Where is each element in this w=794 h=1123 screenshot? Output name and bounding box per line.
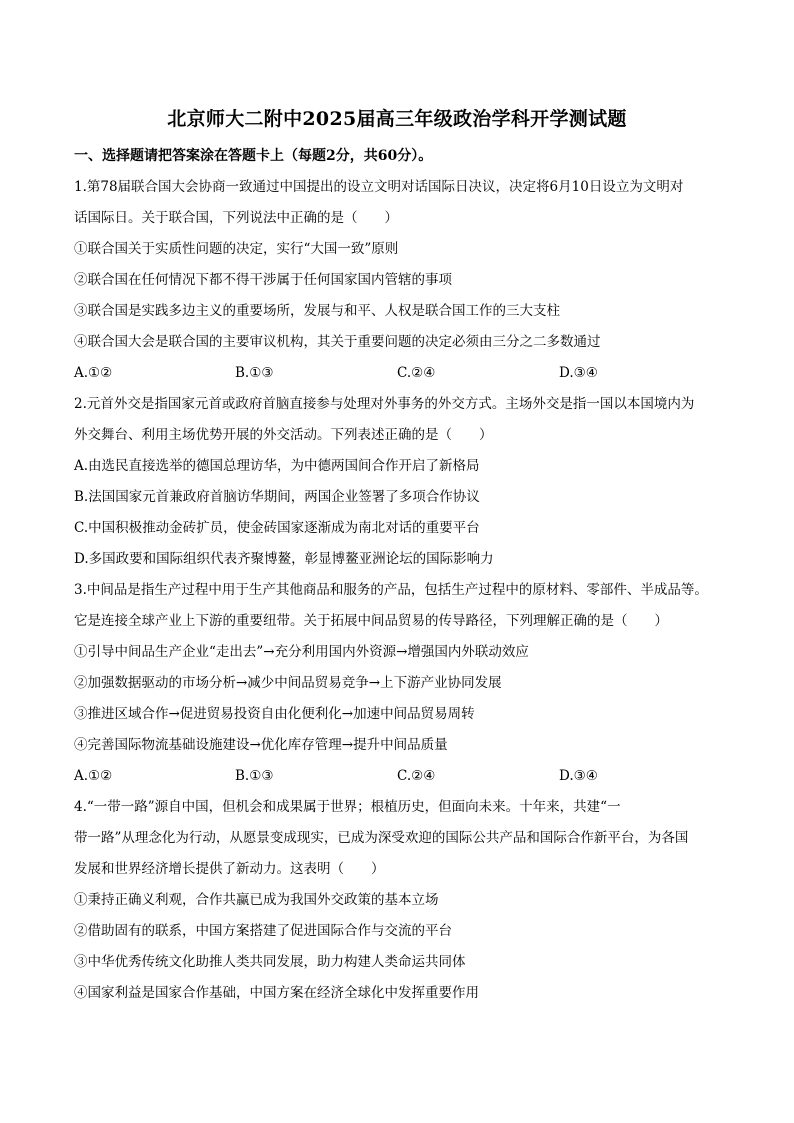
q4-stem-line-3: 发展和世界经济增长提供了新动力。这表明（ ）	[74, 861, 385, 877]
q2-option-c: C.中国积极推动金砖扩员，使金砖国家逐渐成为南北对话的重要平台	[74, 520, 480, 536]
q3-option-a: A.①②	[74, 768, 113, 784]
q3-item-3: ③推进区域合作→促进贸易投资自由化便利化→加速中间品贸易周转	[74, 706, 475, 722]
q3-option-b: B.①③	[235, 768, 274, 784]
q1-item-1: ①联合国关于实质性问题的决定，实行“大国一致”原则	[74, 241, 399, 257]
q4-stem-line-2: 带一路”从理念化为行动，从愿景变成现实，已成为深受欢迎的国际公共产品和国际合作新平台，为各国	[74, 830, 689, 846]
q3-item-4: ④完善国际物流基础设施建设→优化库存管理→提升中间品质量	[74, 737, 448, 753]
q2-option-a: A.由选民直接选举的德国总理访华，为中德两国间合作开启了新格局	[74, 458, 480, 474]
q3-item-1: ①引导中间品生产企业“走出去”→充分利用国内外资源→增强国内外联动效应	[74, 644, 529, 660]
q1-option-a: A.①②	[74, 365, 113, 381]
q1-item-3: ③联合国是实践多边主义的重要场所，发展与和平、人权是联合国工作的三大支柱	[74, 303, 560, 319]
q2-stem-line-1: 2.元首外交是指国家元首或政府首脑直接参与处理对外事务的外交方式。主场外交是指一国以本国境内为	[74, 396, 695, 412]
q1-item-2: ②联合国在任何情况下都不得干涉属于任何国家国内管辖的事项	[74, 272, 452, 288]
q3-option-c: C.②④	[397, 768, 436, 784]
q4-stem-line-1: 4.“一带一路”源自中国，但机会和成果属于世界；根植历史，但面向未来。十年来，共建“一	[74, 799, 621, 815]
q4-item-4: ④国家利益是国家合作基础，中国方案在经济全球化中发挥重要作用	[74, 985, 479, 1001]
q1-option-b: B.①③	[235, 365, 274, 381]
q3-option-d: D.③④	[559, 768, 598, 784]
q4-item-1: ①秉持正确义利观，合作共赢已成为我国外交政策的基本立场	[74, 892, 439, 908]
q1-stem-line-2: 话国际日。关于联合国，下列说法中正确的是（ ）	[74, 210, 398, 226]
section-heading: 一、选择题请把答案涂在答题卡上（每题2分，共60分）。	[74, 148, 433, 164]
q4-item-3: ③中华优秀传统文化助推人类共同发展，助力构建人类命运共同体	[74, 954, 466, 970]
q3-stem-line-1: 3.中间品是指生产过程中用于生产其他商品和服务的产品，包括生产过程中的原材料、零部件、半成品等。	[74, 582, 708, 598]
q4-item-2: ②借助固有的联系，中国方案搭建了促进国际合作与交流的平台	[74, 923, 452, 939]
exam-title: 北京师大二附中2025届高三年级政治学科开学测试题	[167, 108, 627, 130]
q3-stem-line-2: 它是连接全球产业上下游的重要纽带。关于拓展中间品贸易的传导路径，下列理解正确的是（ ）	[74, 613, 668, 629]
q1-option-c: C.②④	[397, 365, 436, 381]
q2-stem-line-2: 外交舞台、利用主场优势开展的外交活动。下列表述正确的是（ ）	[74, 427, 493, 443]
q3-item-2: ②加强数据驱动的市场分析→减少中间品贸易竞争→上下游产业协同发展	[74, 675, 502, 691]
q1-item-4: ④联合国大会是联合国的主要审议机构，其关于重要问题的决定必须由三分之二多数通过	[74, 334, 601, 350]
q2-option-b: B.法国国家元首兼政府首脑访华期间，两国企业签署了多项合作协议	[74, 489, 480, 505]
q1-stem-line-1: 1.第78届联合国大会协商一致通过中国提出的设立文明对话国际日决议，决定将6月10日设立为文明对	[74, 179, 684, 195]
q1-option-d: D.③④	[559, 365, 598, 381]
q2-option-d: D.多国政要和国际组织代表齐聚博鳌，彰显博鳌亚洲论坛的国际影响力	[74, 551, 494, 567]
